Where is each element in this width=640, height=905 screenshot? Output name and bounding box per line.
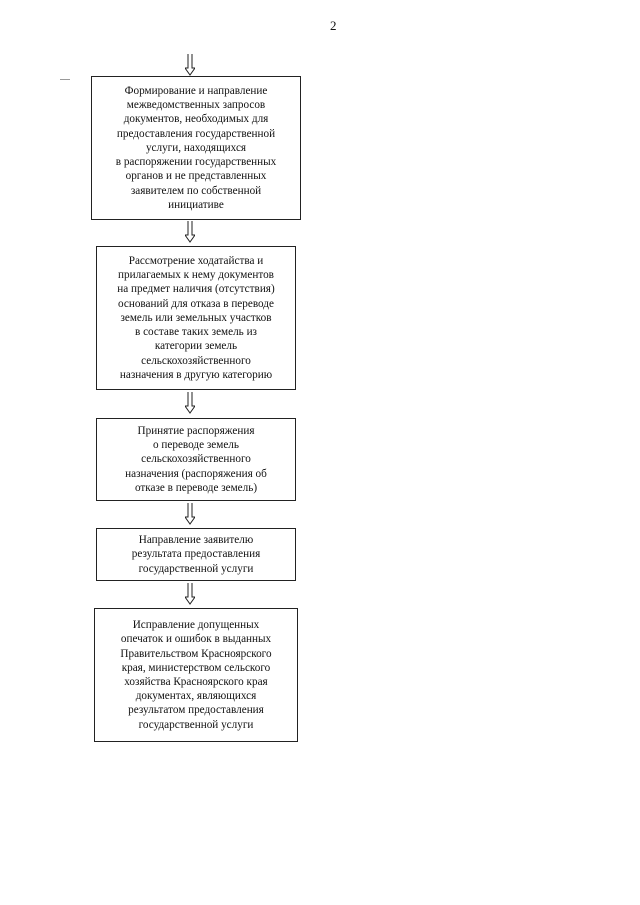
flow-step-1	[91, 76, 301, 220]
flow-arrow-icon	[185, 221, 195, 243]
margin-mark	[60, 79, 70, 80]
flow-arrow-icon	[185, 583, 195, 605]
flow-step-4-text: Направление заявителю результата предоставления государственной услуги	[131, 534, 261, 575]
flow-step-5	[94, 608, 298, 742]
flow-step-3-text: Принятие распоряжения о переводе земель сельскохозяйственного назначения (распоряжения об отказе в переводе земель)	[125, 424, 267, 494]
flow-step-5-text: Исправление допущенных опечаток и ошибок в выданных Правительством Красноярского края, министерством сельского хозяйства Красноярского края документах, являющихся результатом предоставления государственной услуги	[120, 619, 272, 731]
flow-arrow-icon	[185, 392, 195, 414]
flow-arrow-icon	[185, 503, 195, 525]
flow-step-2	[96, 246, 296, 390]
page-number: 2	[330, 18, 337, 33]
flow-step-3	[96, 418, 296, 501]
flow-step-4	[96, 528, 296, 581]
flow-step-2-text: Рассмотрение ходатайства и прилагаемых к нему документов на предмет наличия (отсутствия) оснований для отказа в переводе земель или земельных участков в составе таких земель из категории земель сельскохозяйственного назначения в другую категорию	[117, 255, 275, 381]
flow-arrow-icon	[185, 54, 195, 76]
flow-step-1-text: Формирование и направление межведомственных запросов документов, необходимых для предоставления государственной услуги, находящихся в распоряжении государственных органов и не представленных заявителем по собственной инициативе	[115, 85, 277, 211]
